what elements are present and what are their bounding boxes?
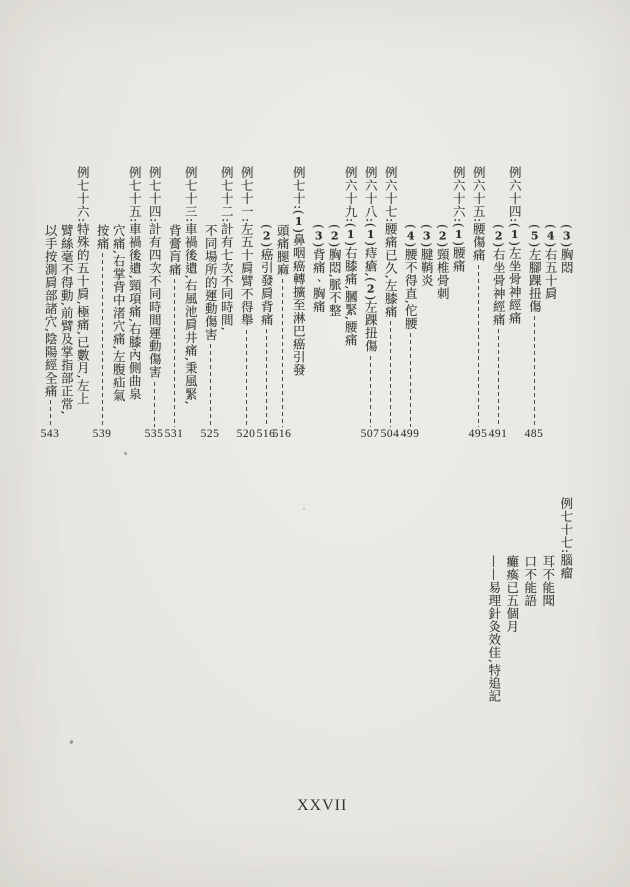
page-number: 516 xyxy=(256,427,276,440)
toc-entry xyxy=(362,166,378,440)
toc-line xyxy=(402,166,418,440)
page-number: 539 xyxy=(92,427,112,440)
toc-line xyxy=(382,166,398,440)
toc-line-text: 例七十六:特殊的五十肩,極痛,已數月,左上 xyxy=(75,166,91,406)
toc-line-text: (4)右五十肩 xyxy=(543,224,559,300)
toc-line xyxy=(434,166,450,440)
toc-line xyxy=(74,166,90,440)
toc-entry xyxy=(94,166,142,440)
dotted-leader xyxy=(266,329,267,427)
toc-line xyxy=(490,166,506,440)
paper-speck xyxy=(303,508,305,510)
toc-line xyxy=(526,166,542,440)
page-number: 485 xyxy=(524,427,544,440)
dotted-leader xyxy=(410,333,411,426)
toc-line-text: (2)胸悶,脈不整 xyxy=(327,224,343,318)
dotted-leader xyxy=(174,279,175,427)
dotted-leader xyxy=(498,329,499,427)
page-number: 499 xyxy=(400,427,420,440)
toc-line xyxy=(110,166,126,440)
toc-line-text: (2)癌引發肩背痛 xyxy=(259,224,275,326)
toc-line xyxy=(521,497,538,725)
toc-line-text: 例七十:(1)鼻咽癌轉擴至淋巴癌引發 xyxy=(291,166,307,377)
toc-line-text: 例六十七:腰痛已久,左膝痛 xyxy=(383,166,399,319)
toc-line-text: 例七十五:車禍後遺,頸項痛,右膝內側曲泉 xyxy=(127,166,143,401)
toc-line-text: (2)頸椎骨刺 xyxy=(435,224,451,300)
toc-line-text: (4)腰不得直,佗腰 xyxy=(403,224,419,331)
toc-line xyxy=(166,166,182,440)
toc-line xyxy=(238,166,254,440)
toc-line-text: (3)胸悶 xyxy=(559,224,575,274)
toc-line xyxy=(557,497,574,725)
toc-line-text: 例七十三:車禍後遺,右風池肩井痛,秉風緊, xyxy=(183,166,199,406)
toc-entry xyxy=(146,166,162,440)
paper-speck xyxy=(124,452,127,455)
toc-line xyxy=(539,497,556,725)
page-number: 504 xyxy=(380,427,400,440)
toc-line-text: 背膏肓痛 xyxy=(167,224,183,276)
toc-line-text: 例六十五:腰傷痛 xyxy=(471,166,487,262)
toc-line-text: 以手按測肩部諸穴,陰陽經全痛 xyxy=(43,224,59,398)
toc-line-text: 例七十七:腦瘤 xyxy=(558,497,574,580)
toc-entry xyxy=(258,166,306,440)
addendum-block xyxy=(484,497,574,725)
page-number: 543 xyxy=(40,427,60,440)
toc-line-text: (5)左腳踝扭傷 xyxy=(527,224,543,313)
page-number: 495 xyxy=(468,427,488,440)
dotted-leader xyxy=(246,330,247,427)
toc-line-text: 臂絲毫不得動,前臂及掌指部正常, xyxy=(59,224,75,415)
toc-line-text: 耳不能聞 xyxy=(540,555,556,607)
toc-line-text: 例七十二:計有七次不同時間, xyxy=(219,166,235,332)
toc-line xyxy=(418,166,434,440)
toc-entry xyxy=(310,166,358,440)
toc-line-text: ——易理針灸效佳,特追記 xyxy=(486,555,502,703)
toc-line-text: 按痛 xyxy=(95,224,111,250)
dotted-leader xyxy=(478,265,479,427)
toc-line xyxy=(202,166,218,440)
dotted-leader xyxy=(534,316,535,427)
dotted-leader xyxy=(390,321,391,426)
toc-line-text: (2)右坐骨神經痛 xyxy=(491,224,507,326)
toc-entry xyxy=(238,166,254,440)
toc-line xyxy=(290,166,306,440)
toc-line-text: 例六十九:(1)右膝痛,膕緊,腰痛 xyxy=(343,166,359,347)
page-number: 491 xyxy=(488,427,508,440)
toc-line-text: (3)腱鞘炎 xyxy=(419,224,435,287)
dotted-leader xyxy=(282,279,283,427)
toc-line-text: 不同場所的運動傷害 xyxy=(203,224,219,341)
toc-line xyxy=(58,166,74,440)
toc-line xyxy=(126,166,142,440)
toc-entry xyxy=(470,166,486,440)
toc-line-text: 頭痛腿麻 xyxy=(275,224,291,276)
toc-line xyxy=(42,166,58,440)
toc-line xyxy=(310,166,326,440)
toc-line-text: 穴痛,右掌背中渚穴痛,左腹疝氣 xyxy=(111,224,127,402)
toc-line xyxy=(485,497,502,725)
toc-line xyxy=(470,166,486,440)
toc-line-text: 例七十四:計有四次不同時間運動傷害 xyxy=(147,166,163,379)
page-number: 535 xyxy=(144,427,164,440)
toc-line xyxy=(182,166,198,440)
dotted-leader xyxy=(154,382,155,427)
toc-line-text: 口不能語 xyxy=(522,555,538,607)
toc-entry xyxy=(402,166,466,440)
dotted-leader xyxy=(210,344,211,427)
page-number: 516 xyxy=(272,427,292,440)
toc-line xyxy=(503,497,520,725)
toc-line xyxy=(558,166,574,440)
page-number: 531 xyxy=(164,427,184,440)
toc-entry xyxy=(490,166,522,440)
toc-line xyxy=(146,166,162,440)
toc-line xyxy=(542,166,558,440)
toc-line xyxy=(450,166,466,440)
dotted-leader xyxy=(102,253,103,427)
toc-line-text: 例六十四:(1)左坐骨神經痛 xyxy=(507,166,523,325)
toc-entry xyxy=(526,166,574,440)
toc-line xyxy=(94,166,110,440)
paper-speck xyxy=(69,740,74,745)
toc-line xyxy=(258,166,274,440)
toc-entry xyxy=(42,166,90,440)
folio-page-number: XXVII xyxy=(297,797,348,814)
toc-entry xyxy=(382,166,398,440)
toc-line xyxy=(506,166,522,440)
toc-line xyxy=(362,166,378,440)
page-number: 520 xyxy=(236,427,256,440)
toc-line xyxy=(218,166,234,440)
toc-block xyxy=(38,166,574,440)
toc-line-text: 例六十六:(1)腰痛 xyxy=(451,166,467,273)
page-number: 525 xyxy=(200,427,220,440)
toc-line xyxy=(342,166,358,440)
toc-line xyxy=(326,166,342,440)
toc-line-text: 例六十八:(1)痔瘡,(2)左踝扭傷 xyxy=(363,166,379,353)
page-number: 507 xyxy=(360,427,380,440)
toc-line xyxy=(274,166,290,440)
toc-entry xyxy=(202,166,234,440)
toc-line-text: 癱瘓已五個月 xyxy=(504,555,520,633)
dotted-leader xyxy=(50,400,51,426)
toc-entry xyxy=(166,166,198,440)
toc-line-text: 例七十一:左五十肩臂不得舉 xyxy=(239,166,255,327)
dotted-leader xyxy=(370,356,371,427)
toc-line-text: (3)背痛、胸痛 xyxy=(311,224,327,313)
